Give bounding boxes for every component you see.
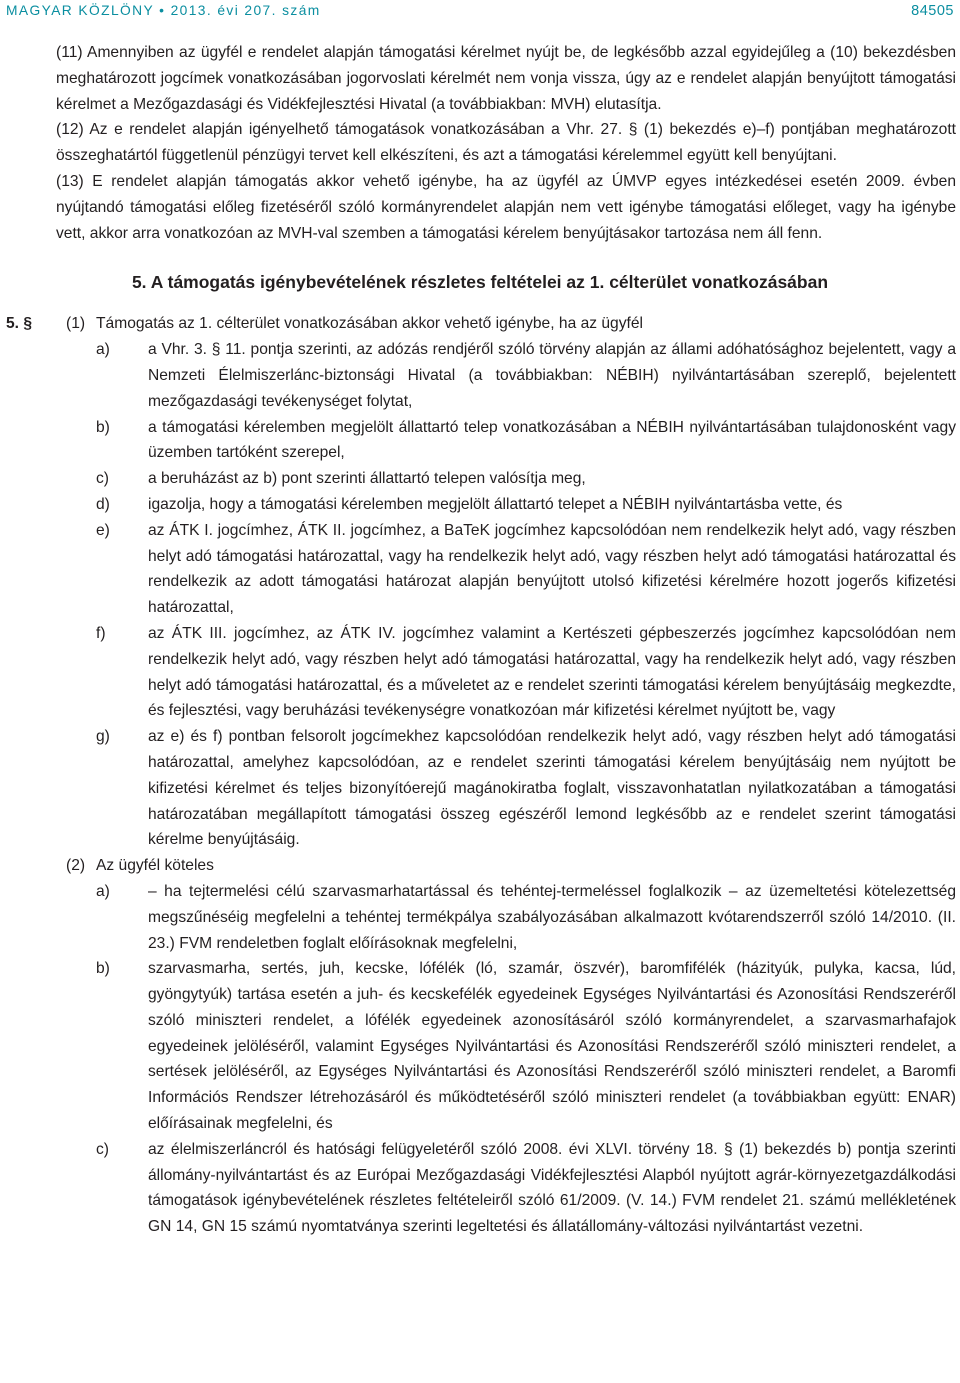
item-letter: d) — [96, 495, 110, 513]
list-item — [0, 518, 960, 621]
item-text: a beruházást az b) pont szerinti állattartó telepen valósítja meg, — [148, 470, 586, 488]
section-heading: 5. A támogatás igénybevételének részletes feltételei az 1. célterület vonatkozásában — [131, 272, 829, 293]
section-5-header — [0, 311, 960, 337]
item-text: – ha tejtermelési célú szarvasmarhatartással és tehéntej-termeléssel foglalkozik – az üzemeltetési kötelezettség megszűnéséig megfelelni a tehéntej termékpálya szabályozásában alkalmazott kvótarendszerről szóló 14/2010. (II. 23.) FVM rendeletben foglalt előírásoknak megfelelni, — [148, 882, 956, 952]
item-text: szarvasmarha, sertés, juh, kecske, lófélék (ló, szamár, öszvér), baromfifélék (házityúk, pulyka, kacsa, lúd, gyöngytyúk) tartása esetén a juh- és kecskefélék egyedeinek Egységes Nyilvántartási és Azonosítási Rendszeréről szóló miniszteri rendelet, a lófélék egyedeinek azonosításáról szóló kormányrendelet, a szarvasmarhafajok egyedeinek jelöléséről, valamint Egységes Nyilvántartási és Azonosítási Rendszeréről szóló miniszteri rendelet, a sertések jelöléséről, az Egységes Nyilvántartási és Azonosítási Rendszeréről szóló miniszteri rendelet, a Baromfi Információs Rendszer létrehozásáról és működtetéséről szóló miniszteri rendelet (a továbbiakban együtt: ENAR) előírásainak megfelelni, és — [148, 960, 956, 1133]
item-text: az ÁTK III. jogcímhez, az ÁTK IV. jogcímhez valamint a Kertészeti gépbeszerzés jogcímhez kapcsolódóan nem rendelkezik helyt adó, vagy részben helyt adó támogatási határozattal, vagy ha rendelkezik helyt adó, vagy részben helyt adó támogatási határozattal, és a műveletet az e rendelet szerinti támogatási kérelem benyújtásáig megkezdte, és fejlesztési, vagy beruházási tevékenységre vonatkozóan már kifizetési kérelmet nyújtott be, vagy — [148, 624, 956, 720]
paragraph-11: (11) Amennyiben az ügyfél e rendelet alapján támogatási kérelmet nyújt be, de legkésőbb azzal egyidejűleg a (10) bekezdésben meghatározott jogcímek vonatkozásában jogorvoslati kérelmét nem vonja vissza, úgy az e rendelet alapján benyújtott támogatási kérelmet a Mezőgazdasági és Vidékfejlesztési Hivatal (a továbbiakban: MVH) elutasítja. — [56, 44, 956, 113]
item-letter: b) — [96, 960, 110, 978]
item-letter: f) — [96, 624, 106, 642]
item-letter: a) — [96, 341, 110, 359]
document-body — [0, 40, 960, 1240]
list-item — [0, 879, 960, 956]
item-letter: b) — [96, 418, 110, 436]
subsection-number: (2) — [66, 857, 86, 875]
list-item — [0, 1137, 960, 1240]
list-item — [0, 956, 960, 1137]
item-text: igazolja, hogy a támogatási kérelemben megjelölt állattartó telepet a NÉBIH nyilvántartásba vette, és — [148, 495, 843, 513]
item-letter: c) — [96, 1140, 109, 1158]
subsection-intro: Az ügyfél köteles — [96, 857, 214, 875]
subsection-2-header — [0, 853, 960, 879]
item-text: az élelmiszerláncról és hatósági felügyeletéről szóló 2008. évi XLVI. törvény 18. § (1) bekezdés b) pontja szerinti állomány-nyilvántartást és az Európai Mezőgazdasági Vidékfejlesztési Alapból nyújtott agrár-környezetgazdálkodási támogatások igénybevételének részletes feltételeiről szóló 61/2009. (V. 14.) FVM rendelet 21. számú mellékletének GN 14, GN 15 számú nyomtatványa szerinti legeltetési és állatállomány-változási nyilvántartást vezetni. — [148, 1140, 956, 1236]
item-text: az ÁTK I. jogcímhez, ÁTK II. jogcímhez, a BaTeK jogcímhez kapcsolódóan nem rendelkezik helyt adó, vagy részben helyt adó támogatási határozattal, vagy ha rendelkezik helyt adó, vagy részben helyt adó támogatási határozattal és rendelkezik az adott támogatási határozat alapján benyújtott utolsó kifizetési kérelmére hozott jogerős kifizetési határozattal, — [148, 521, 956, 617]
list-item — [0, 724, 960, 853]
running-title: MAGYAR KÖZLÖNY • 2013. évi 207. szám — [6, 3, 321, 18]
list-item — [0, 415, 960, 467]
page-number: 84505 — [911, 3, 954, 19]
subsection-number: (1) — [66, 315, 86, 333]
page-header — [0, 0, 960, 28]
paragraph-12: (12) Az e rendelet alapján igényelhető támogatások vonatkozásában a Vhr. 27. § (1) bekezdés e)–f) pontjában meghatározott összeghatártól függetlenül pénzügyi tervet kell elkészíteni, és azt a támogatási kérelemmel együtt kell benyújtani. — [56, 121, 956, 165]
item-letter: a) — [96, 882, 110, 900]
subsection-intro: Támogatás az 1. célterület vonatkozásában akkor vehető igénybe, ha az ügyfél — [96, 315, 643, 333]
paragraph-13: (13) E rendelet alapján támogatás akkor vehető igénybe, ha az ügyfél az ÚMVP egyes intézkedései esetén 2009. évben nyújtandó támogatási előleg fizetéséről szóló kormányrendelet alapján nem vett igénybe támogatási előleget, vagy ha igénybe vett, akkor arra vonatkozóan az MVH-val szemben a támogatási kérelem benyújtásakor tartozása nem áll fenn. — [56, 172, 956, 242]
item-text: az e) és f) pontban felsorolt jogcímekhez kapcsolódóan rendelkezik helyt adó, vagy részben helyt adó támogatási határozattal, amelyhez kapcsolódóan, az e rendelet szerinti támogatási kérelem benyújtásáig nem nyújtott be kifizetési kérelmet és teljes bizonyítóerejű magánokiratba foglalt, visszavonhatatlan nyilatkozatában a támogatási határozatában megállapított támogatási összeg egészéről lemond legkésőbb az e rendelet szerint támogatási kérelme benyújtásáig. — [148, 728, 956, 849]
item-text: a Vhr. 3. § 11. pontja szerinti, az adózás rendjéről szóló törvény alapján az állami adóhatósághoz bejelentett, vagy a Nemzeti Élelmiszerlánc-biztonsági Hivatal (a továbbiakban: NÉBIH) nyilvántartásában szereplő, bejelentett mezőgazdasági tevékenységet folytat, — [148, 341, 956, 410]
item-letter: e) — [96, 521, 110, 539]
section-label: 5. § — [6, 315, 33, 333]
list-item — [0, 466, 960, 492]
item-letter: g) — [96, 728, 110, 746]
list-item — [0, 621, 960, 724]
list-item — [0, 337, 960, 414]
item-text: a támogatási kérelemben megjelölt állattartó telep vonatkozásában a NÉBIH nyilvántartásában tulajdonosként vagy üzemben tartóként szerepel, — [148, 418, 956, 462]
item-letter: c) — [96, 470, 109, 488]
list-item — [0, 492, 960, 518]
